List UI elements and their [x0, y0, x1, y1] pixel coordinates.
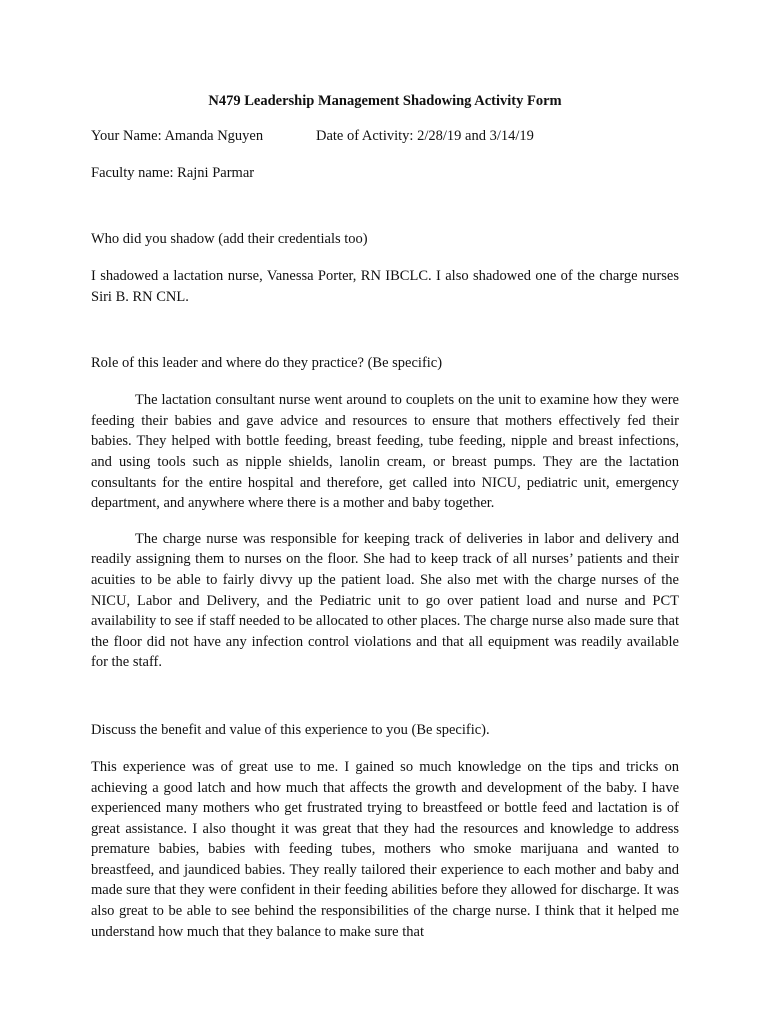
question-who-shadowed: Who did you shadow (add their credentials too) — [91, 231, 368, 247]
form-title: N479 Leadership Management Shadowing Activity Form — [208, 93, 562, 109]
answer-who-shadowed: I shadowed a lactation nurse, Vanessa Porter, RN IBCLC. I also shadowed one of the charge nurses Siri B. RN CNL. — [91, 268, 679, 305]
faculty-name: Faculty name: Rajni Parmar — [91, 165, 255, 181]
name-date-row — [91, 127, 679, 145]
your-name: Your Name: Amanda Nguyen — [91, 128, 264, 144]
answer-lactation-role: The lactation consultant nurse went around to couplets on the unit to examine how they were feeding their babies and gave advice and resources to ensure that mothers effectively fed their babies. They helped with bottle feeding, breast feeding, tube feeding, nipple and breast infections, and using tools such as nipple shields, lanolin cream, or breast pumps. They are the lactation consultants for the entire hospital and therefore, get called into NICU, pediatric unit, emergency department, and anywhere where there is a mother and baby together. — [91, 392, 679, 512]
question-leader-role: Role of this leader and where do they practice? (Be specific) — [91, 355, 443, 372]
document-content — [91, 92, 679, 942]
question-benefit: Discuss the benefit and value of this experience to you (Be specific). — [91, 721, 490, 738]
date-of-activity: Date of Activity: 2/28/19 and 3/14/19 — [316, 128, 534, 144]
answer-benefit: This experience was of great use to me. I gained so much knowledge on the tips and tricks on achieving a good latch and how much that affects the growth and development of the baby. I have experienced many mothers who get frustrated trying to breastfeed or bottle feed and lactation is of great assistance. I also thought it was great that they had the resources and knowledge to address premature babies, babies with feeding tubes, mothers who smoke marijuana and wanted to breastfeed, and jaundiced babies. They really tailored their experience to each mother and baby and made sure that they were confident in their feeding abilities before they allowed for discharge. It was also great to be able to see behind the responsibilities of the charge nurse. I think that it helped me understand how much that they balance to make sure that — [91, 758, 679, 940]
answer-charge-nurse-role: The charge nurse was responsible for keeping track of deliveries in labor and delivery and readily assigning them to nurses on the floor. She had to keep track of all nurses’ patients and their acuities to be able to fairly divvy up the patient load. She also met with the charge nurses of the NICU, Labor and Delivery, and the Pediatric unit to go over patient load and nurse and PCT availability to see if staff needed to be allocated to other places. The charge nurse also made sure that the floor did not have any infection control violations and that all equipment was readily available for the staff. — [91, 530, 679, 671]
